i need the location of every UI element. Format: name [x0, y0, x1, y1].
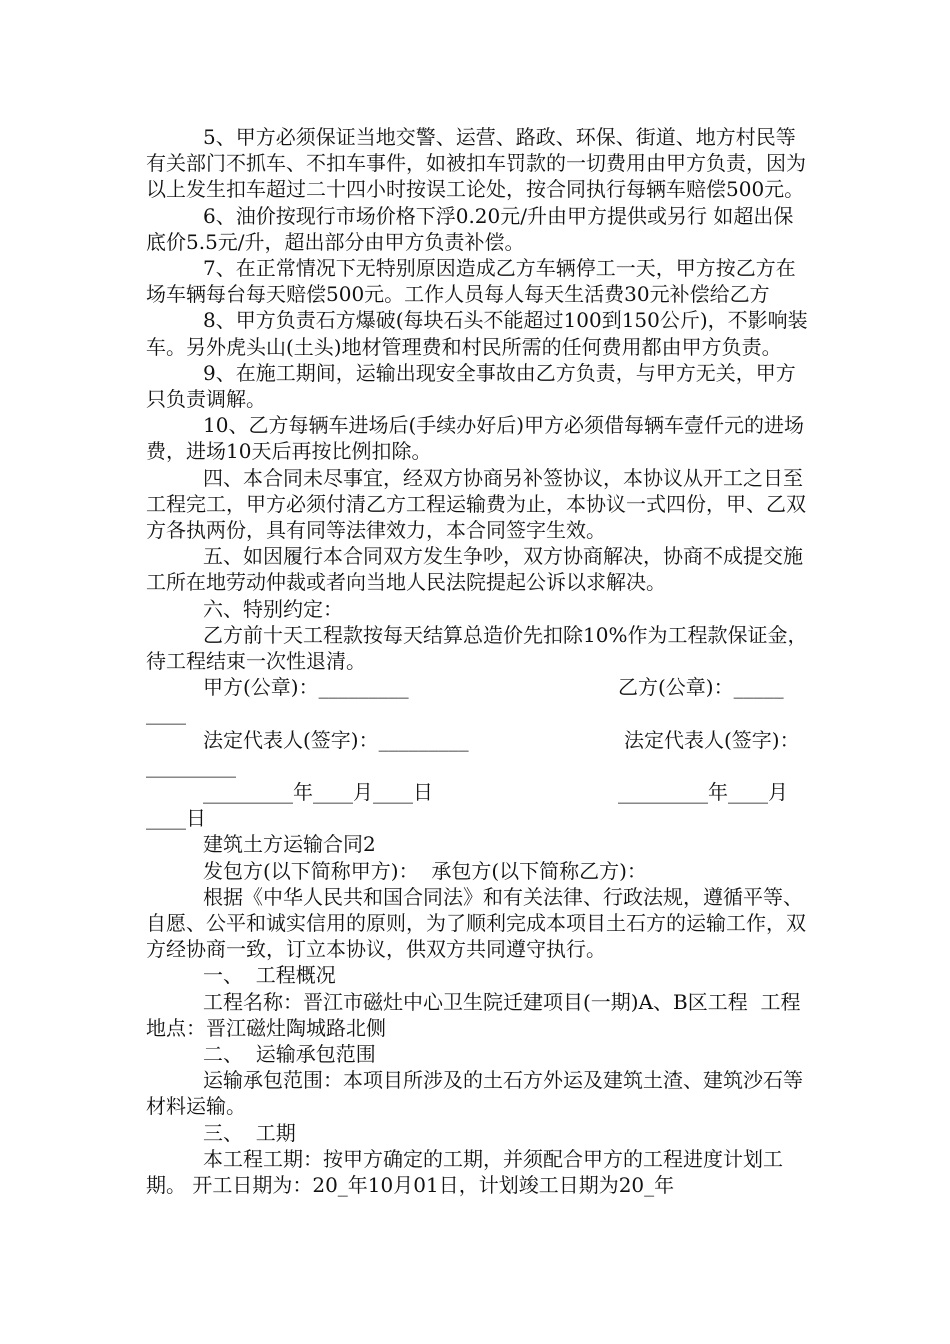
date-b: _________年____月: [618, 780, 788, 805]
document-page: [146, 124, 810, 1198]
contract-parties: 发包方(以下简称甲方)： 承包方(以下简称乙方)：: [203, 858, 647, 883]
rep-b-signature-tail: _________: [146, 753, 236, 778]
project-overview: 工程名称：晋江市磁灶中心卫生院迁建项目(一期)A、B区工程 工程地点：晋江磁灶陶城路北侧: [146, 989, 801, 1040]
article-5: 五、如因履行本合同双方发生争吵，双方协商解决，协商不成提交施工所在地劳动仲裁或者向当地人民法院提起公诉以求解决。: [146, 544, 803, 595]
contract-title: 建筑土方运输合同2: [203, 832, 376, 857]
clause-6: 6、油价按现行市场价格下浮0.20元/升由甲方提供或另行 如超出保底价5.5元/升，超出部分由甲方负责补偿。: [146, 203, 794, 254]
party-b-seal: 乙方(公章)：_____: [618, 675, 784, 700]
party-a-seal: 甲方(公章)：_________: [203, 675, 409, 700]
contract-intro: 根据《中华人民共和国合同法》和有关法律、行政法规，遵循平等、自愿、公平和诚实信用的原则，为了顺利完成本项目土石方的运输工作，双方经协商一致，订立本协议，供双方共同遵守执行。: [146, 884, 806, 962]
section-2-heading: 二、 运输承包范围: [203, 1042, 376, 1067]
second-contract: [146, 831, 810, 1198]
article-6-heading: 六、特别约定：: [203, 596, 343, 621]
clause-8: 8、甲方负责石方爆破(每块石头不能超过100到150公斤)，不影响装车。另外虎头山(土头)地材管理费和村民所需的任何费用都由甲方负责。: [146, 308, 808, 359]
clause-10: 10、乙方每辆车进场后(手续办好后)甲方必须借每辆车壹仟元的进场费，进场10天后再按比例扣除。: [146, 413, 805, 464]
clause-5: 5、甲方必须保证当地交警、运营、路政、环保、街道、地方村民等有关部门不抓车、不扣车事件，如被扣车罚款的一切费用由甲方负责，因为以上发生扣车超过二十四小时按误工论处，按合同执行每辆车赔偿500元。: [146, 125, 806, 202]
transport-scope: 运输承包范围：本项目所涉及的土石方外运及建筑土渣、建筑沙石等材料运输。: [146, 1068, 803, 1119]
special-agreement: 乙方前十天工程款按每天结算总造价先扣除10%作为工程款保证金，待工程结束一次性退清。: [146, 622, 808, 674]
section-1-heading: 一、 工程概况: [203, 963, 336, 988]
date-b-tail: ____日: [146, 806, 206, 831]
rep-b-signature: 法定代表人(签字)：: [624, 727, 800, 752]
clause-9: 9、在施工期间，运输出现安全事故由乙方负责，与甲方无关，甲方只负责调解。: [146, 360, 796, 412]
signature-block: [146, 674, 810, 831]
party-b-seal-tail: ____: [146, 701, 186, 726]
section-3-heading: 三、 工期: [203, 1120, 296, 1145]
construction-period: 本工程工期：按甲方确定的工期，并须配合甲方的工程进度计划工期。 开工日期为：20_年10月01日，计划竣工日期为20_年: [146, 1146, 783, 1198]
article-4: 四、本合同未尽事宜，经双方协商另补签协议，本协议从开工之日至工程完工，甲方必须付清乙方工程运输费为止，本协议一式四份，甲、乙双方各执两份，具有同等法律效力，本合同签字生效。: [146, 465, 806, 543]
clause-7: 7、在正常情况下无特别原因造成乙方车辆停工一天，甲方按乙方在场车辆每台每天赔偿500元。工作人员每人每天生活费30元补偿给乙方: [146, 256, 796, 307]
date-a: _________年____月____日: [203, 780, 433, 805]
rep-a-signature: 法定代表人(签字)：_________: [203, 727, 469, 752]
